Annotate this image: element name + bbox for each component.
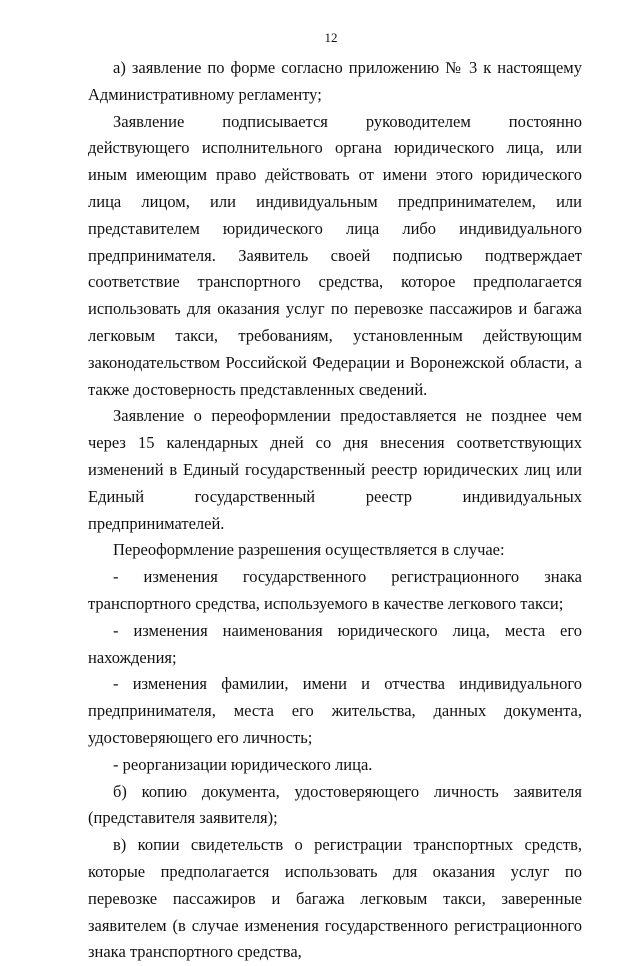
list-item-plate-change: - изменения государственного регистрационного знака транспортного средства, используемого в качестве легкового такси; (88, 567, 582, 613)
paragraph-item-a: а) заявление по форме согласно приложению № 3 к настоящему Административному регламенту; (88, 58, 582, 104)
list-item-name-change: - изменения наименования юридического лица, места его нахождения; (88, 620, 582, 667)
paragraph-reissue-cases: Переоформление разрешения осуществляется в случае: (113, 540, 505, 560)
list-item-person-change: - изменения фамилии, имени и отчества индивидуального предпринимателя, места его жительства, данных документа, удостоверяющего его личность; (88, 674, 582, 747)
paragraph-item-b: б) копию документа, удостоверяющего личность заявителя (представителя заявителя); (88, 781, 582, 828)
paragraph-signature: Заявление подписывается руководителем постоянно действующего исполнительного органа юридического лица, или иным имеющим право действовать от имени этого юридического лица лицом, или индивидуальным предпринимателем, или представителем юридического лица либо индивидуального предпринимателя. Заявитель своей подписью подтверждает соответствие транспортного средства, которое предполагается использовать для оказания услуг по перевозке пассажиров и багажа легковым такси, требованиям, установленным действующим законодательством Российской Федерации и Воронежской области, а также достоверность представленных сведений. (88, 111, 582, 399)
paragraph-reissue-deadline: Заявление о переоформлении предоставляется не позднее чем через 15 календарных дней со дня внесения соответствующих изменений в Единый государственный реестр юридических лиц или Единый государственный реестр индивидуальных предпринимателей. (88, 406, 582, 533)
paragraph-item-v: в) копии свидетельств о регистрации транспортных средств, которые предполагается использовать для оказания услуг по перевозке пассажиров и багажа легковым такси, заверенные заявителем (в случае изменения государственного регистрационного знака транспортного средства, (88, 835, 582, 962)
document-body (88, 55, 582, 966)
list-item-reorganization: - реорганизации юридического лица. (113, 754, 373, 774)
page-number: 12 (324, 30, 338, 45)
